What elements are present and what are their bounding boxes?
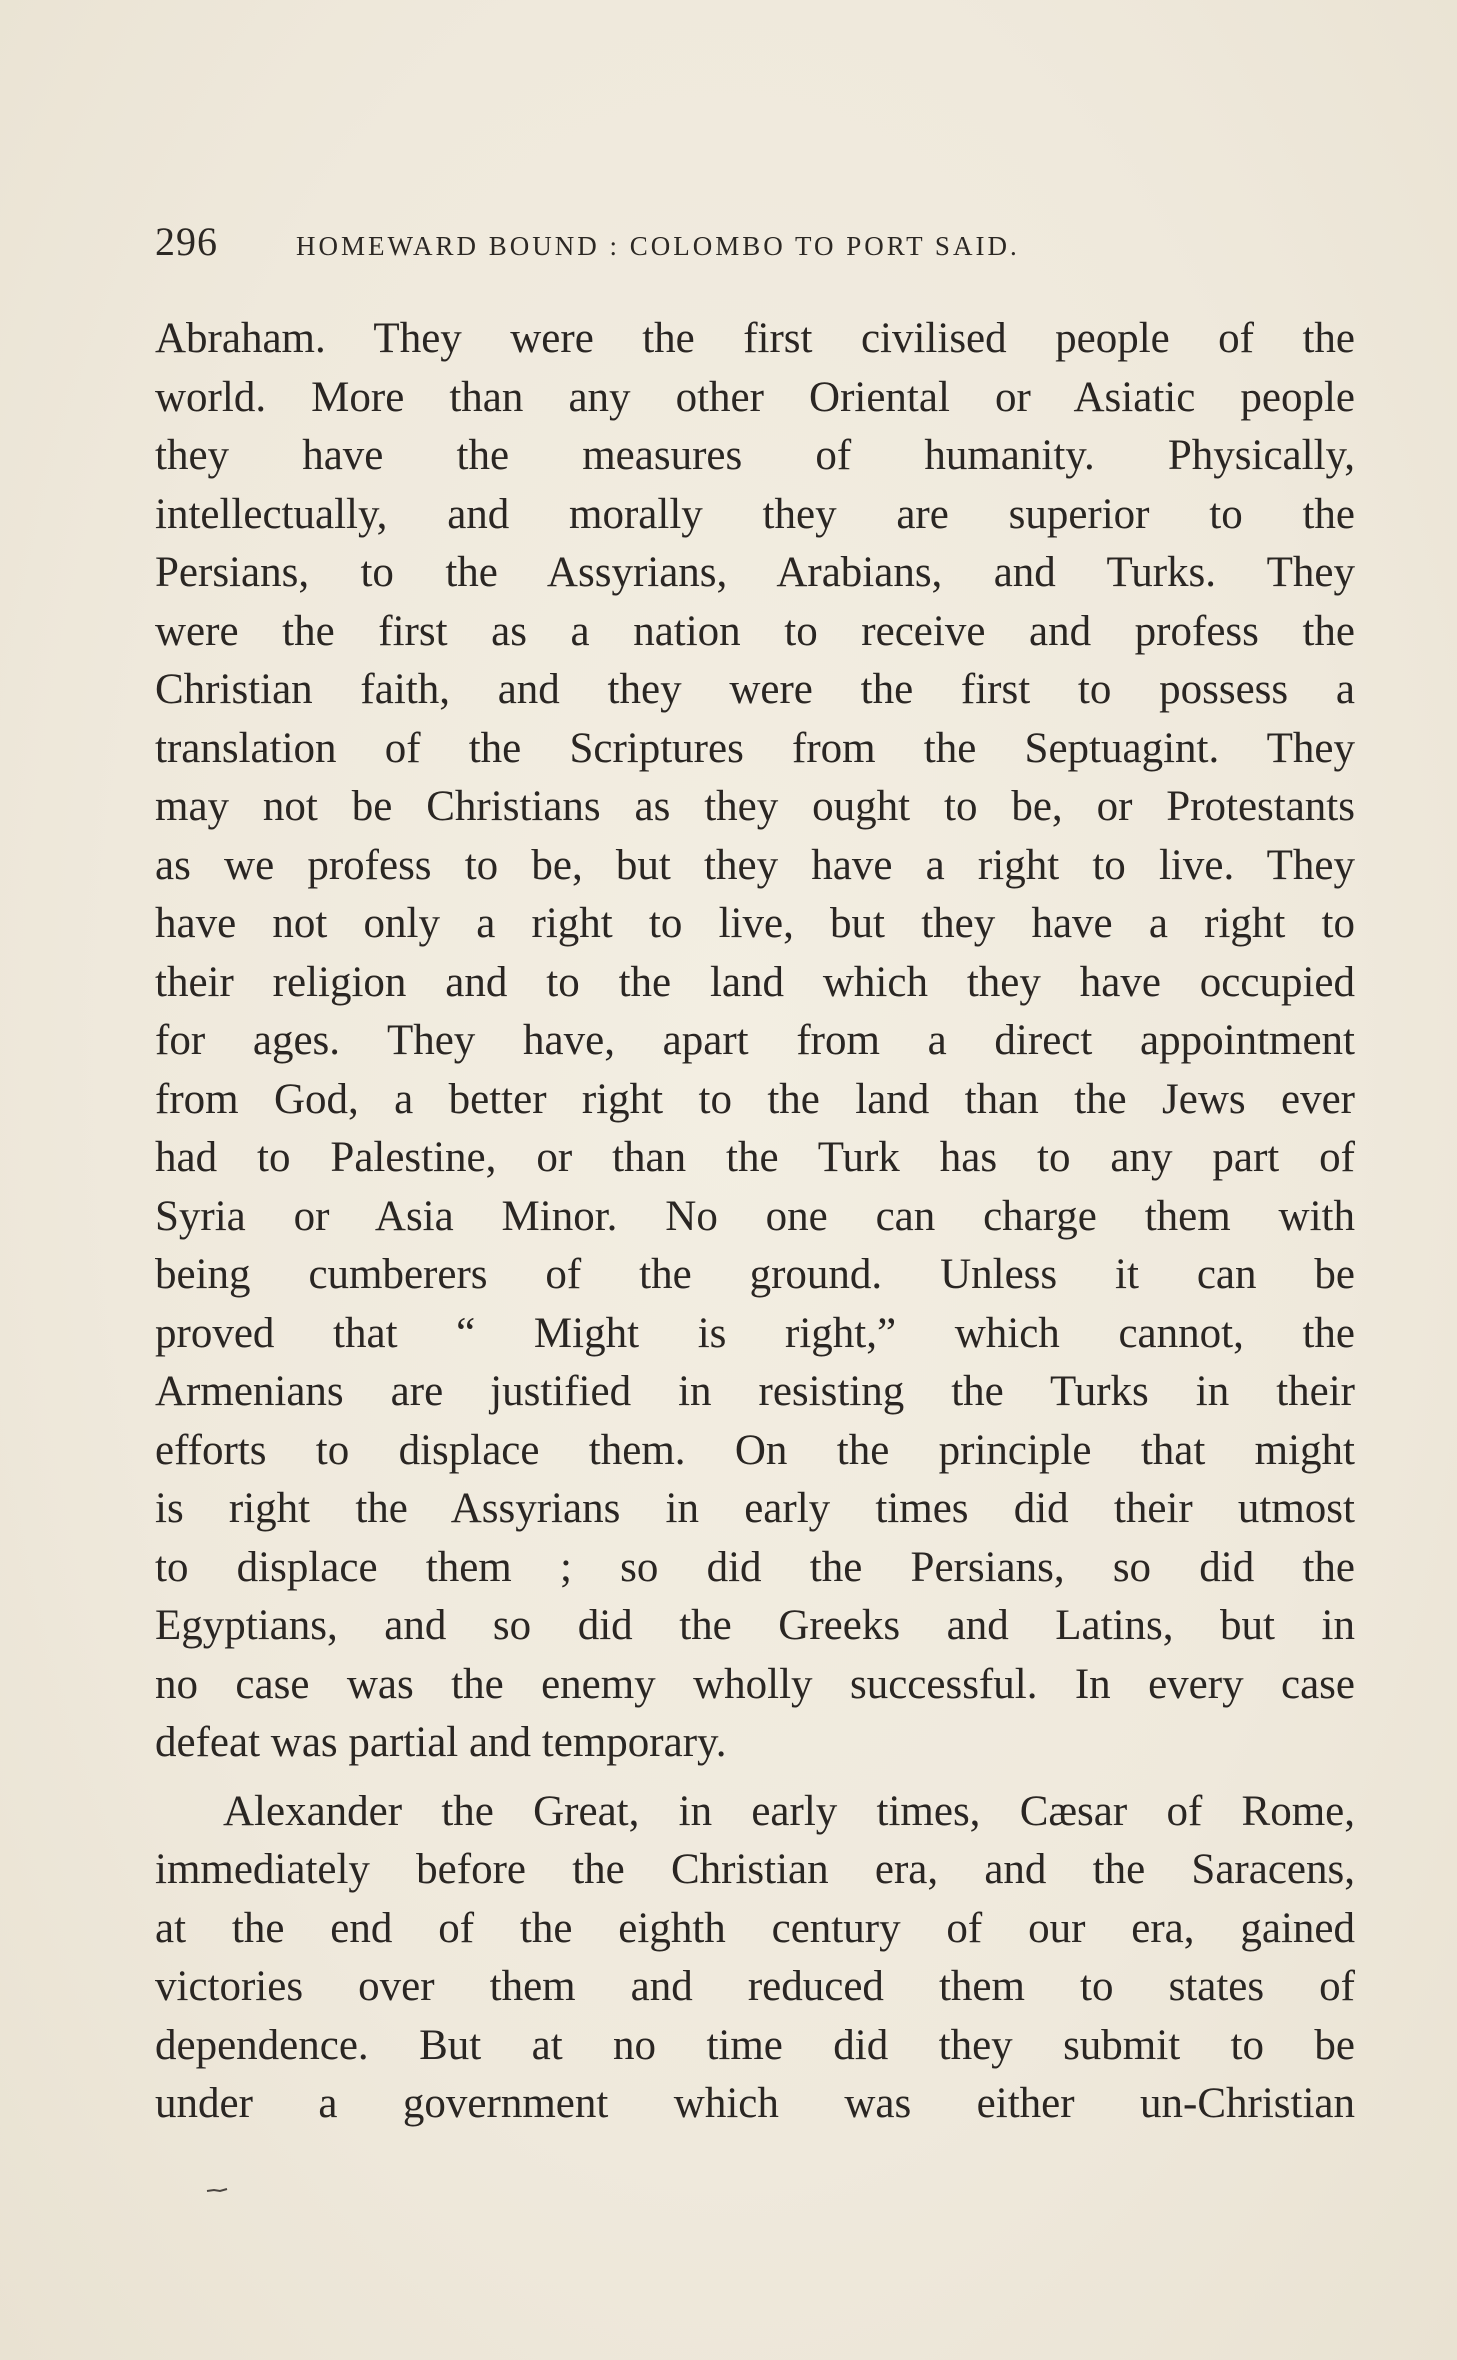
- text-line: they have the measures of humanity. Physically,: [155, 432, 1355, 479]
- text-line: intellectually, and morally they are superior to the: [155, 490, 1355, 538]
- body-text: [155, 310, 1355, 2134]
- paragraph-2: [155, 1783, 1355, 2134]
- text-line: translation of the Scriptures from the Septuagint. They: [155, 724, 1355, 772]
- text-line: their religion and to the land which they have occupied: [155, 958, 1355, 1006]
- text-line: under a government which was either un-Christian: [155, 2080, 1355, 2127]
- text-line: for ages. They have, apart from a direct appointment: [155, 1017, 1355, 1064]
- text-line: Armenians are justified in resisting the Turks in their: [155, 1368, 1355, 1415]
- running-title: HOMEWARD BOUND : COLOMBO TO PORT SAID.: [296, 231, 1020, 261]
- text-line: from God, a better right to the land than the Jews ever: [155, 1075, 1355, 1123]
- text-line: Christian faith, and they were the first to possess a: [155, 666, 1355, 713]
- text-line: Egyptians, and so did the Greeks and Latins, but in: [155, 1602, 1355, 1649]
- text-line: dependence. But at no time did they submit to be: [155, 2021, 1355, 2069]
- text-line: Alexander the Great, in early times, Cæsar of Rome,: [223, 1787, 1355, 1835]
- text-line: Persians, to the Assyrians, Arabians, and Turks. They: [155, 549, 1355, 596]
- text-line: Abraham. They were the first civilised people of the: [155, 315, 1355, 362]
- text-line: defeat was partial and temporary.: [155, 1719, 727, 1766]
- stray-ink-mark: [206, 2188, 228, 2193]
- text-line: may not be Christians as they ought to be, or Protestants: [155, 783, 1355, 830]
- text-line: proved that “ Might is right,” which cannot, the: [155, 1309, 1355, 1357]
- text-line: had to Palestine, or than the Turk has to any part of: [155, 1134, 1355, 1181]
- paragraph-1: [155, 310, 1355, 1773]
- text-line: being cumberers of the ground. Unless it can be: [155, 1251, 1355, 1298]
- text-line: at the end of the eighth century of our era, gained: [155, 1904, 1355, 1952]
- page-number: 296: [155, 219, 218, 264]
- text-line: is right the Assyrians in early times did their utmost: [155, 1485, 1355, 1532]
- text-line: efforts to displace them. On the principle that might: [155, 1426, 1355, 1474]
- paragraph-gap: [155, 1773, 1355, 1783]
- text-line: have not only a right to live, but they have a right to: [155, 900, 1355, 947]
- running-head: [155, 218, 1355, 268]
- text-line: no case was the enemy wholly successful. In every case: [155, 1660, 1355, 1708]
- text-line: world. More than any other Oriental or Asiatic people: [155, 373, 1355, 421]
- text-line: to displace them ; so did the Persians, so did the: [155, 1543, 1355, 1591]
- text-line: victories over them and reduced them to states of: [155, 1963, 1355, 2010]
- text-line: as we profess to be, but they have a right to live. They: [155, 841, 1355, 889]
- text-line: Syria or Asia Minor. No one can charge them with: [155, 1192, 1355, 1240]
- text-line: were the first as a nation to receive and profess the: [155, 607, 1355, 655]
- text-line: immediately before the Christian era, and the Saracens,: [155, 1846, 1355, 1893]
